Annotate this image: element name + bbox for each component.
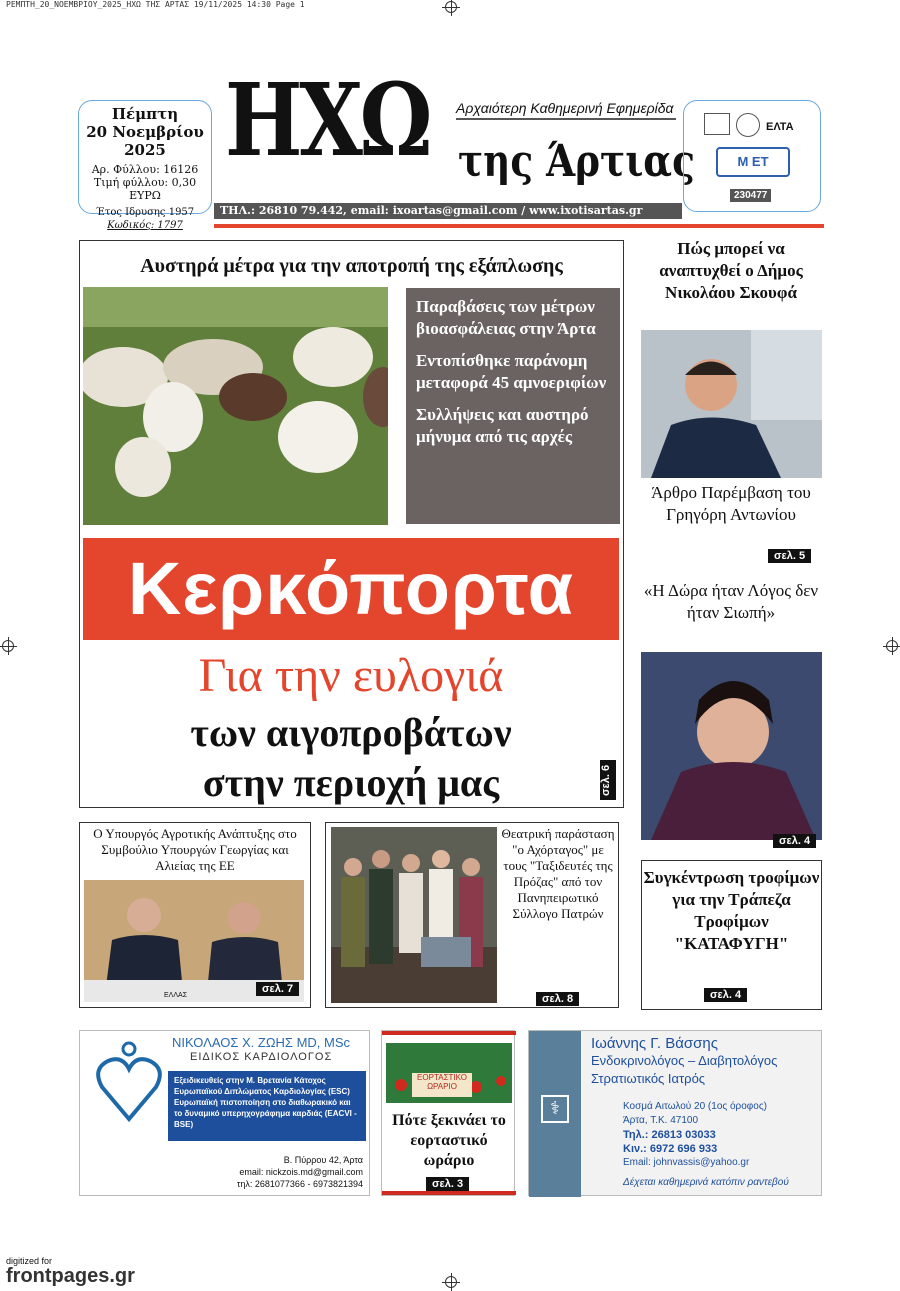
seal-icon [736,113,760,137]
credit-site: frontpages.gr [6,1265,135,1287]
festive-sign: ΕΟΡΤΑΣΤΙΚΟ ΩΡΑΡΙΟ [412,1073,472,1097]
met-logo: Μ ΕΤ [716,147,790,177]
subtitle-line-3: στην περιοχή μας [202,760,500,805]
summary-box [406,288,620,524]
postal-number: 230477 [730,189,771,202]
stamp-icon [704,113,730,135]
goats-photo [83,287,388,525]
newspaper-logo: ΗΧΩ [225,61,430,179]
caduceus-icon: ⚕ [541,1095,569,1123]
zois-phone: τηλ: 2681077366 - 6973821394 [236,1179,363,1189]
day: Πέμπτη [111,105,179,123]
vassis-title-2: Στρατιωτικός Ιατρός [591,1071,706,1086]
vassis-address-1: Κοσμά Αιτωλού 20 (1ος όροφος) [623,1101,767,1112]
registration-mark-icon [445,1276,457,1288]
main-title: Κερκόπορτα [83,538,619,640]
subtitle-red: Για την ευλογιά [198,649,504,702]
zois-name: ΝΙΚΟΛΑΟΣ Χ. ΖΩΗΣ MD, MSc [172,1035,351,1050]
theatre-text: Θεατρική παράσταση "ο Αχόρταγος" με τους "Ταξιδευτές της Πρόζας" από τον Πανηπειρωτικό Σύλλογο Πατρών [501,826,615,921]
page-ref: σελ. 7 [256,982,299,996]
man-photo [641,330,822,478]
main-headline: Αυστηρά μέτρα για την αποτροπή της εξάπλωσης [140,255,563,277]
credit-small: digitized for [6,1256,53,1266]
page-ref: σελ. 4 [704,988,747,1002]
endocrinologist-ad [528,1030,822,1196]
vassis-email: Email: johnvassis@yahoo.gr [623,1157,750,1168]
cardiologist-ad [79,1030,370,1196]
story-dora: «Η Δώρα ήταν Λόγος δεν ήταν Σιωπή» [643,581,819,622]
digitized-credit [6,1256,135,1286]
vassis-mobile: Κιν.: 6972 696 933 [623,1143,718,1155]
bullet-1: Παραβάσεις των μέτρων βιοασφάλειας στην Άρτα [416,297,596,338]
divider [214,224,824,228]
price: Τιμή φύλλου: 0,30 ΕΥΡΩ [93,176,197,202]
story-antoniou: Άρθρο Παρέμβαση του Γρηγόρη Αντωνίου [651,483,811,524]
zois-email: email: nickzois.md@gmail.com [239,1167,363,1177]
page-ref: σελ. 4 [773,834,816,848]
code: Κωδικός: 1797 [107,220,183,231]
issue-number: Αρ. Φύλλου: 16126 [91,163,199,176]
registration-mark-icon [2,640,14,652]
divider [382,1191,516,1195]
theatre-photo [331,827,497,1003]
elta-logo: ΕΛΤΑ [766,121,794,133]
zois-address: Β. Πύρρου 42, Άρτα [283,1155,363,1165]
zois-title: ΕΙΔΙΚΟΣ ΚΑΡΔΙΟΛΟΓΟΣ [190,1051,333,1063]
registration-mark-icon [886,640,898,652]
vassis-title-1: Ενδοκρινολόγος – Διαβητολόγος [591,1053,778,1068]
divider [382,1031,516,1035]
date: 20 Νοεμβρίου 2025 [86,123,204,159]
zois-text: Εξειδικευθείς στην Μ. Βρετανία Κάτοχος Ευρωπαϊκού Διπλώματος Καρδιολογίας (ESC) Ευρωπαϊκή πιστοποίηση στο διαθωρακικό και το δυναμικό υπερηχογράφημα καρδιάς (EACVI - BSE) [168,1071,366,1141]
date-box [78,100,212,231]
bullet-3: Συλλήψεις και αυστηρό μήνυμα από τις αρχές [416,405,589,446]
vassis-address-2: Άρτα, Τ.Κ. 47100 [623,1115,699,1126]
motto: Αρχαιότερη Καθημερινή Εφημερίδα [456,100,676,120]
page-ref: σελ. 3 [426,1177,469,1191]
page-ref: σελ. 6 [600,760,616,800]
registration-mark-icon [445,1,457,13]
festive-text: Πότε ξεκινάει το εορταστικό ωράριο [392,1112,506,1169]
vassis-note: Δέχεται καθημερινά κατόπιν ραντεβού [623,1177,789,1188]
story-food-bank: Συγκέντρωση τροφίμων για την Τράπεζα Τροφίμων "ΚΑΤΑΦΥΓΗ" [643,868,820,953]
founded: Έτος Ιδρυσης 1957 [95,207,195,218]
logo-subtitle: της Άρτιας [458,136,695,187]
story-skoufa: Πώς μπορεί να αναπτυχθεί ο Δήμος Νικολάου Σκουφά [659,239,803,302]
woman-photo [641,652,822,840]
postal-box [683,100,821,212]
bullet-2: Εντοπίσθηκε παράνομη μεταφορά 45 αμνοεριφίων [416,351,607,392]
minister-text: Ο Υπουργός Αγροτικής Ανάπτυξης στο Συμβούλιο Υπουργών Γεωργίας και Αλιείας της ΕΕ [93,826,297,873]
heart-stethoscope-icon [94,1039,164,1129]
print-reference: ΡΕΜΠΤΗ_20_ΝΟΕΜΒΡΙΟΥ_2025_ΗΧΩ ΤΗΣ ΑΡΤΑΣ 19/11/2025 14:30 Page 1 [6,0,305,9]
contact-bar: ΤΗΛ.: 26810 79.442, email: ixoartas@gmail.com / www.ixotisartas.gr [214,203,682,219]
vassis-name: Ιωάννης Γ. Βάσσης [591,1035,719,1052]
festive-hours-story [381,1030,515,1196]
page-ref: σελ. 5 [768,549,811,563]
flag-label: ΕΛΛΑΣ [164,992,188,999]
subtitle-line-2: των αιγοπροβάτων [190,710,512,755]
page-ref: σελ. 8 [536,992,579,1006]
vassis-phone: Τηλ.: 26813 03033 [623,1129,716,1141]
